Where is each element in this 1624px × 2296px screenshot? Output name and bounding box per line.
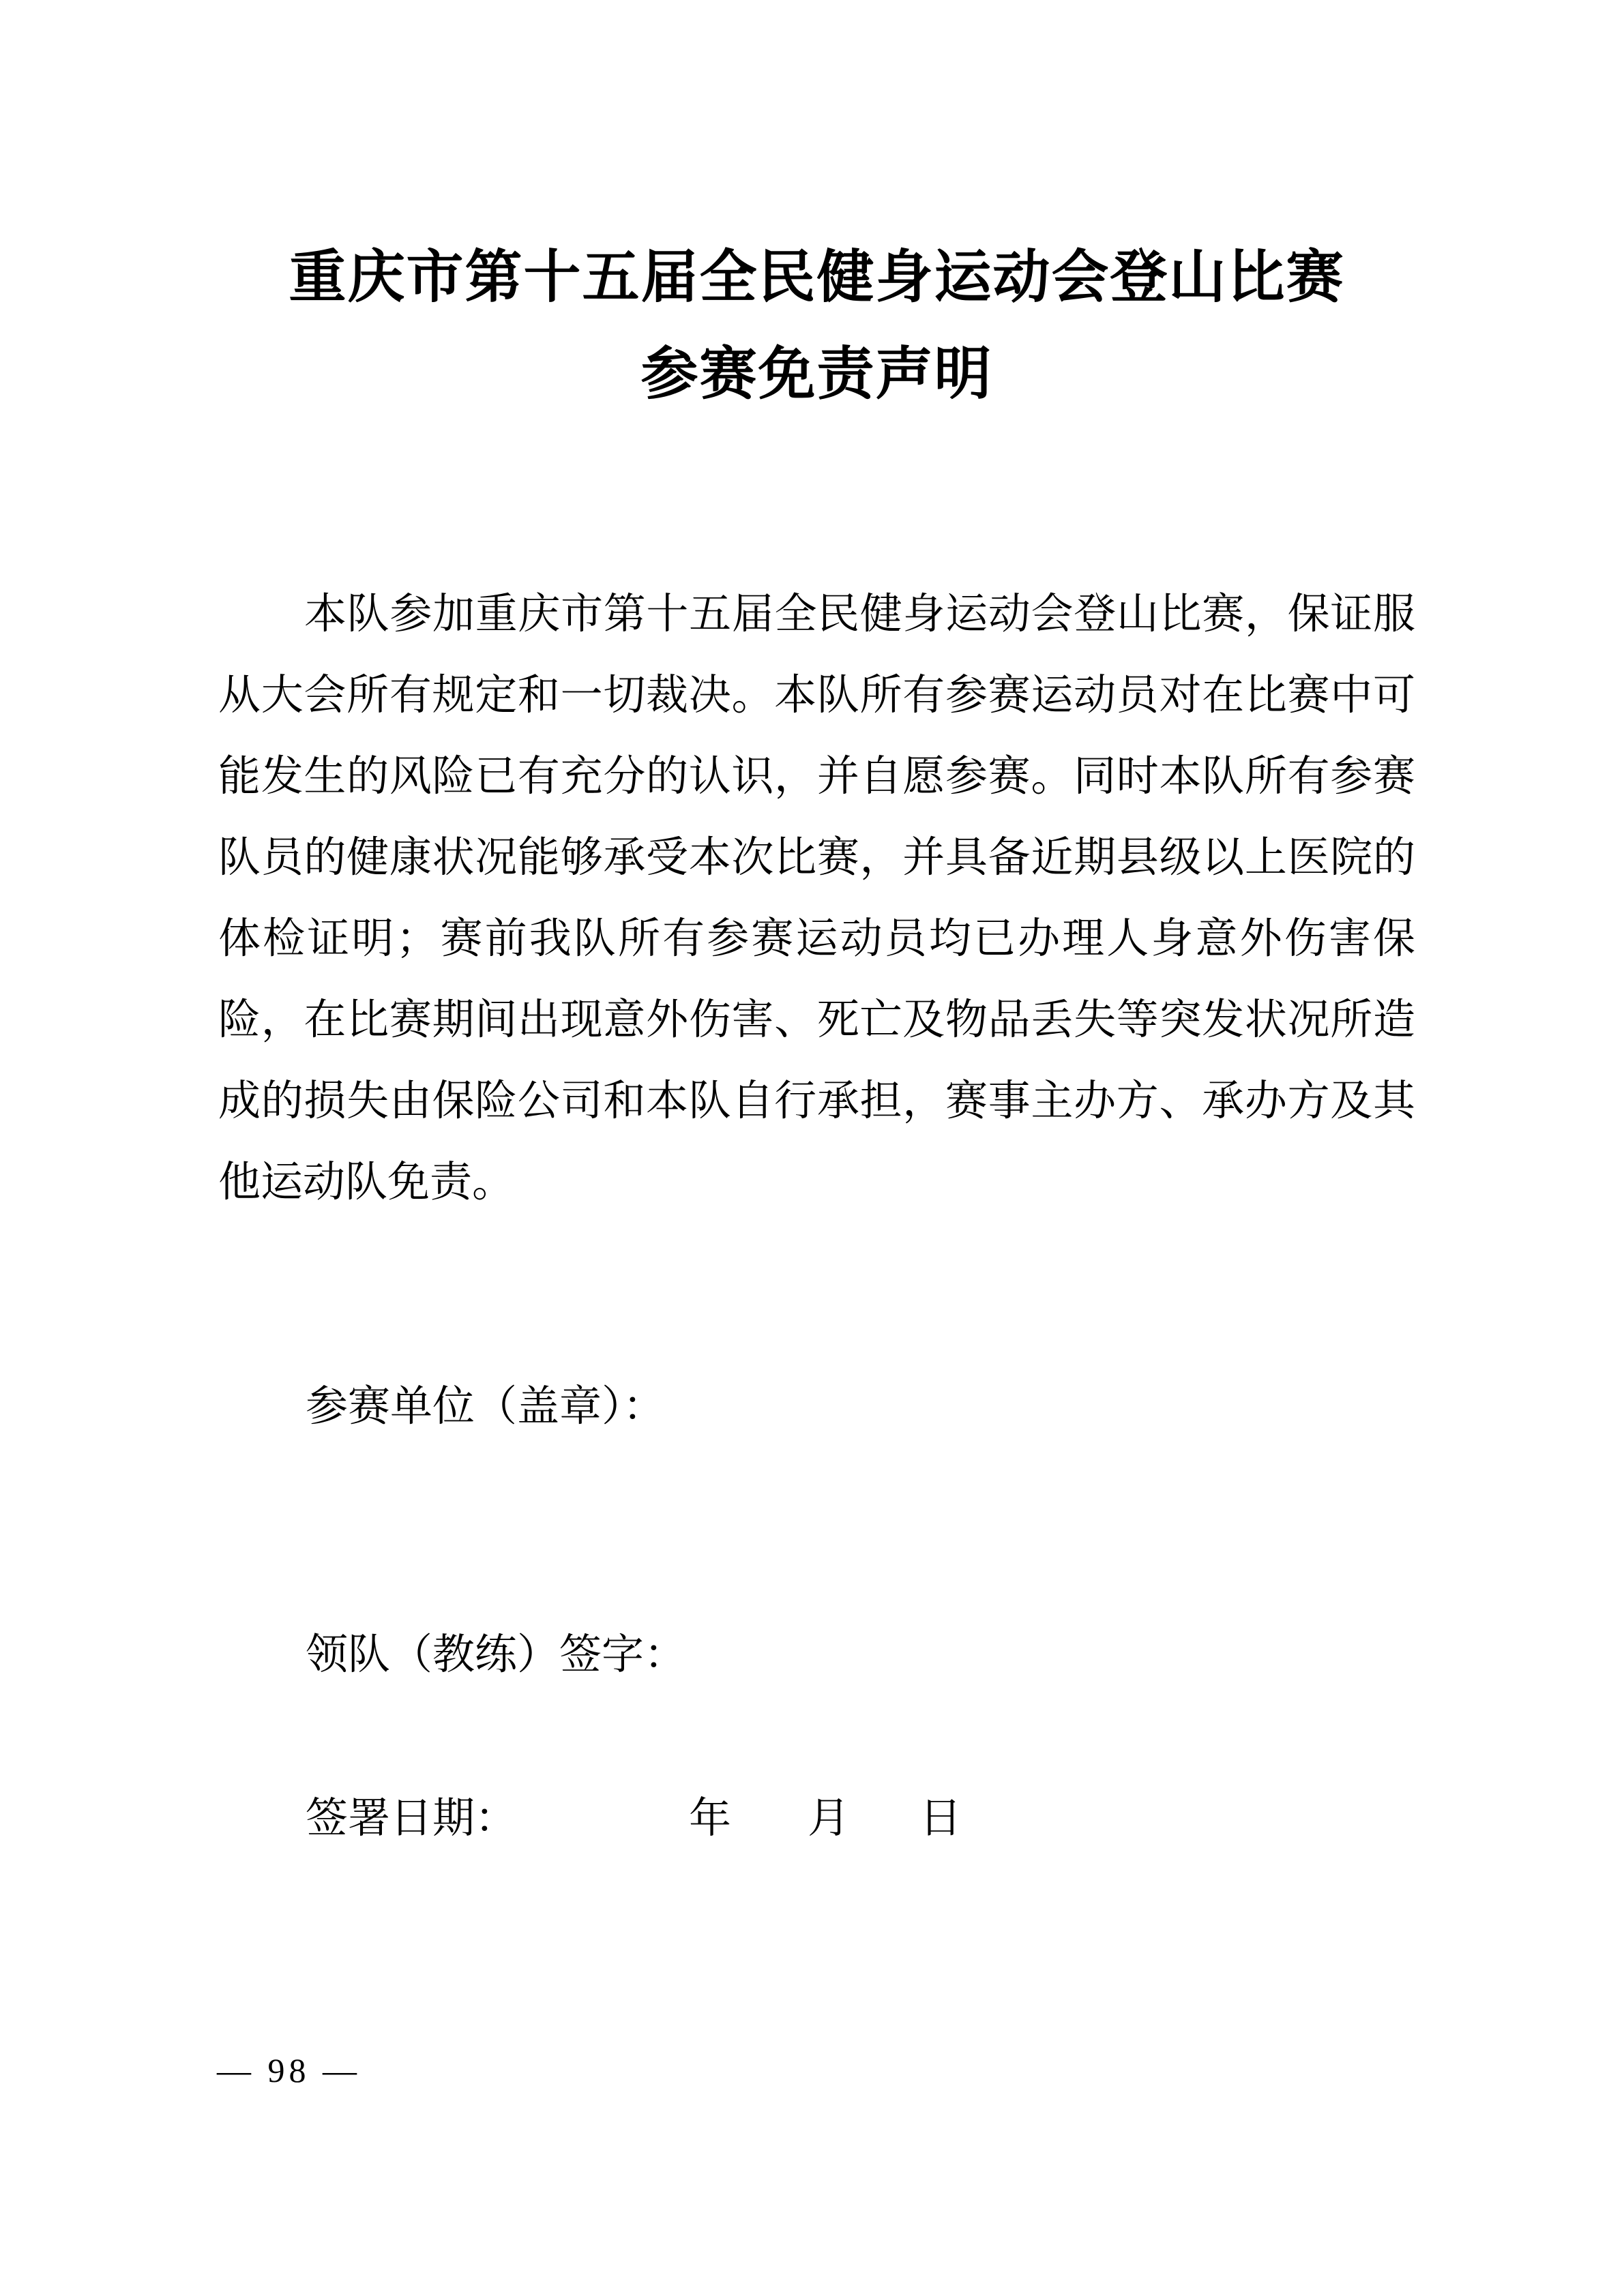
body-paragraph bbox=[218, 574, 1415, 1223]
day-label: 日 bbox=[919, 1795, 962, 1842]
signing-date-line bbox=[306, 1795, 962, 1843]
year-label: 年 bbox=[689, 1795, 732, 1842]
month-label: 月 bbox=[808, 1795, 851, 1842]
body-line: 从大会所有规定和一切裁决。本队所有参赛运动员对在比赛中可 bbox=[218, 672, 1415, 719]
body-line: 体检证明；赛前我队所有参赛运动员均已办理人身意外伤害保 bbox=[218, 916, 1415, 962]
body-line: 能发生的风险已有充分的认识，并自愿参赛。同时本队所有参赛 bbox=[218, 754, 1415, 800]
body-line: 他运动队免责。 bbox=[218, 1159, 515, 1206]
body-line: 成的损失由保险公司和本队自行承担，赛事主办方、承办方及其 bbox=[218, 1078, 1415, 1124]
page-number: — 98 — bbox=[217, 2051, 361, 2089]
document-title bbox=[218, 230, 1415, 423]
unit-seal-label: 参赛单位（盖章）： bbox=[306, 1384, 666, 1430]
title-line-2: 参赛免责声明 bbox=[640, 343, 993, 406]
body-line: 本队参加重庆市第十五届全民健身运动会登山比赛，保证服 bbox=[304, 591, 1415, 638]
body-line: 险，在比赛期间出现意外伤害、死亡及物品丢失等突发状况所造 bbox=[218, 997, 1415, 1043]
title-line-1: 重庆市第十五届全民健身运动会登山比赛 bbox=[289, 246, 1345, 310]
body-line: 队员的健康状况能够承受本次比赛，并具备近期县级以上医院的 bbox=[218, 835, 1415, 881]
date-label: 签署日期： bbox=[306, 1795, 518, 1842]
leader-signature-label: 领队（教练）签字： bbox=[306, 1632, 687, 1678]
